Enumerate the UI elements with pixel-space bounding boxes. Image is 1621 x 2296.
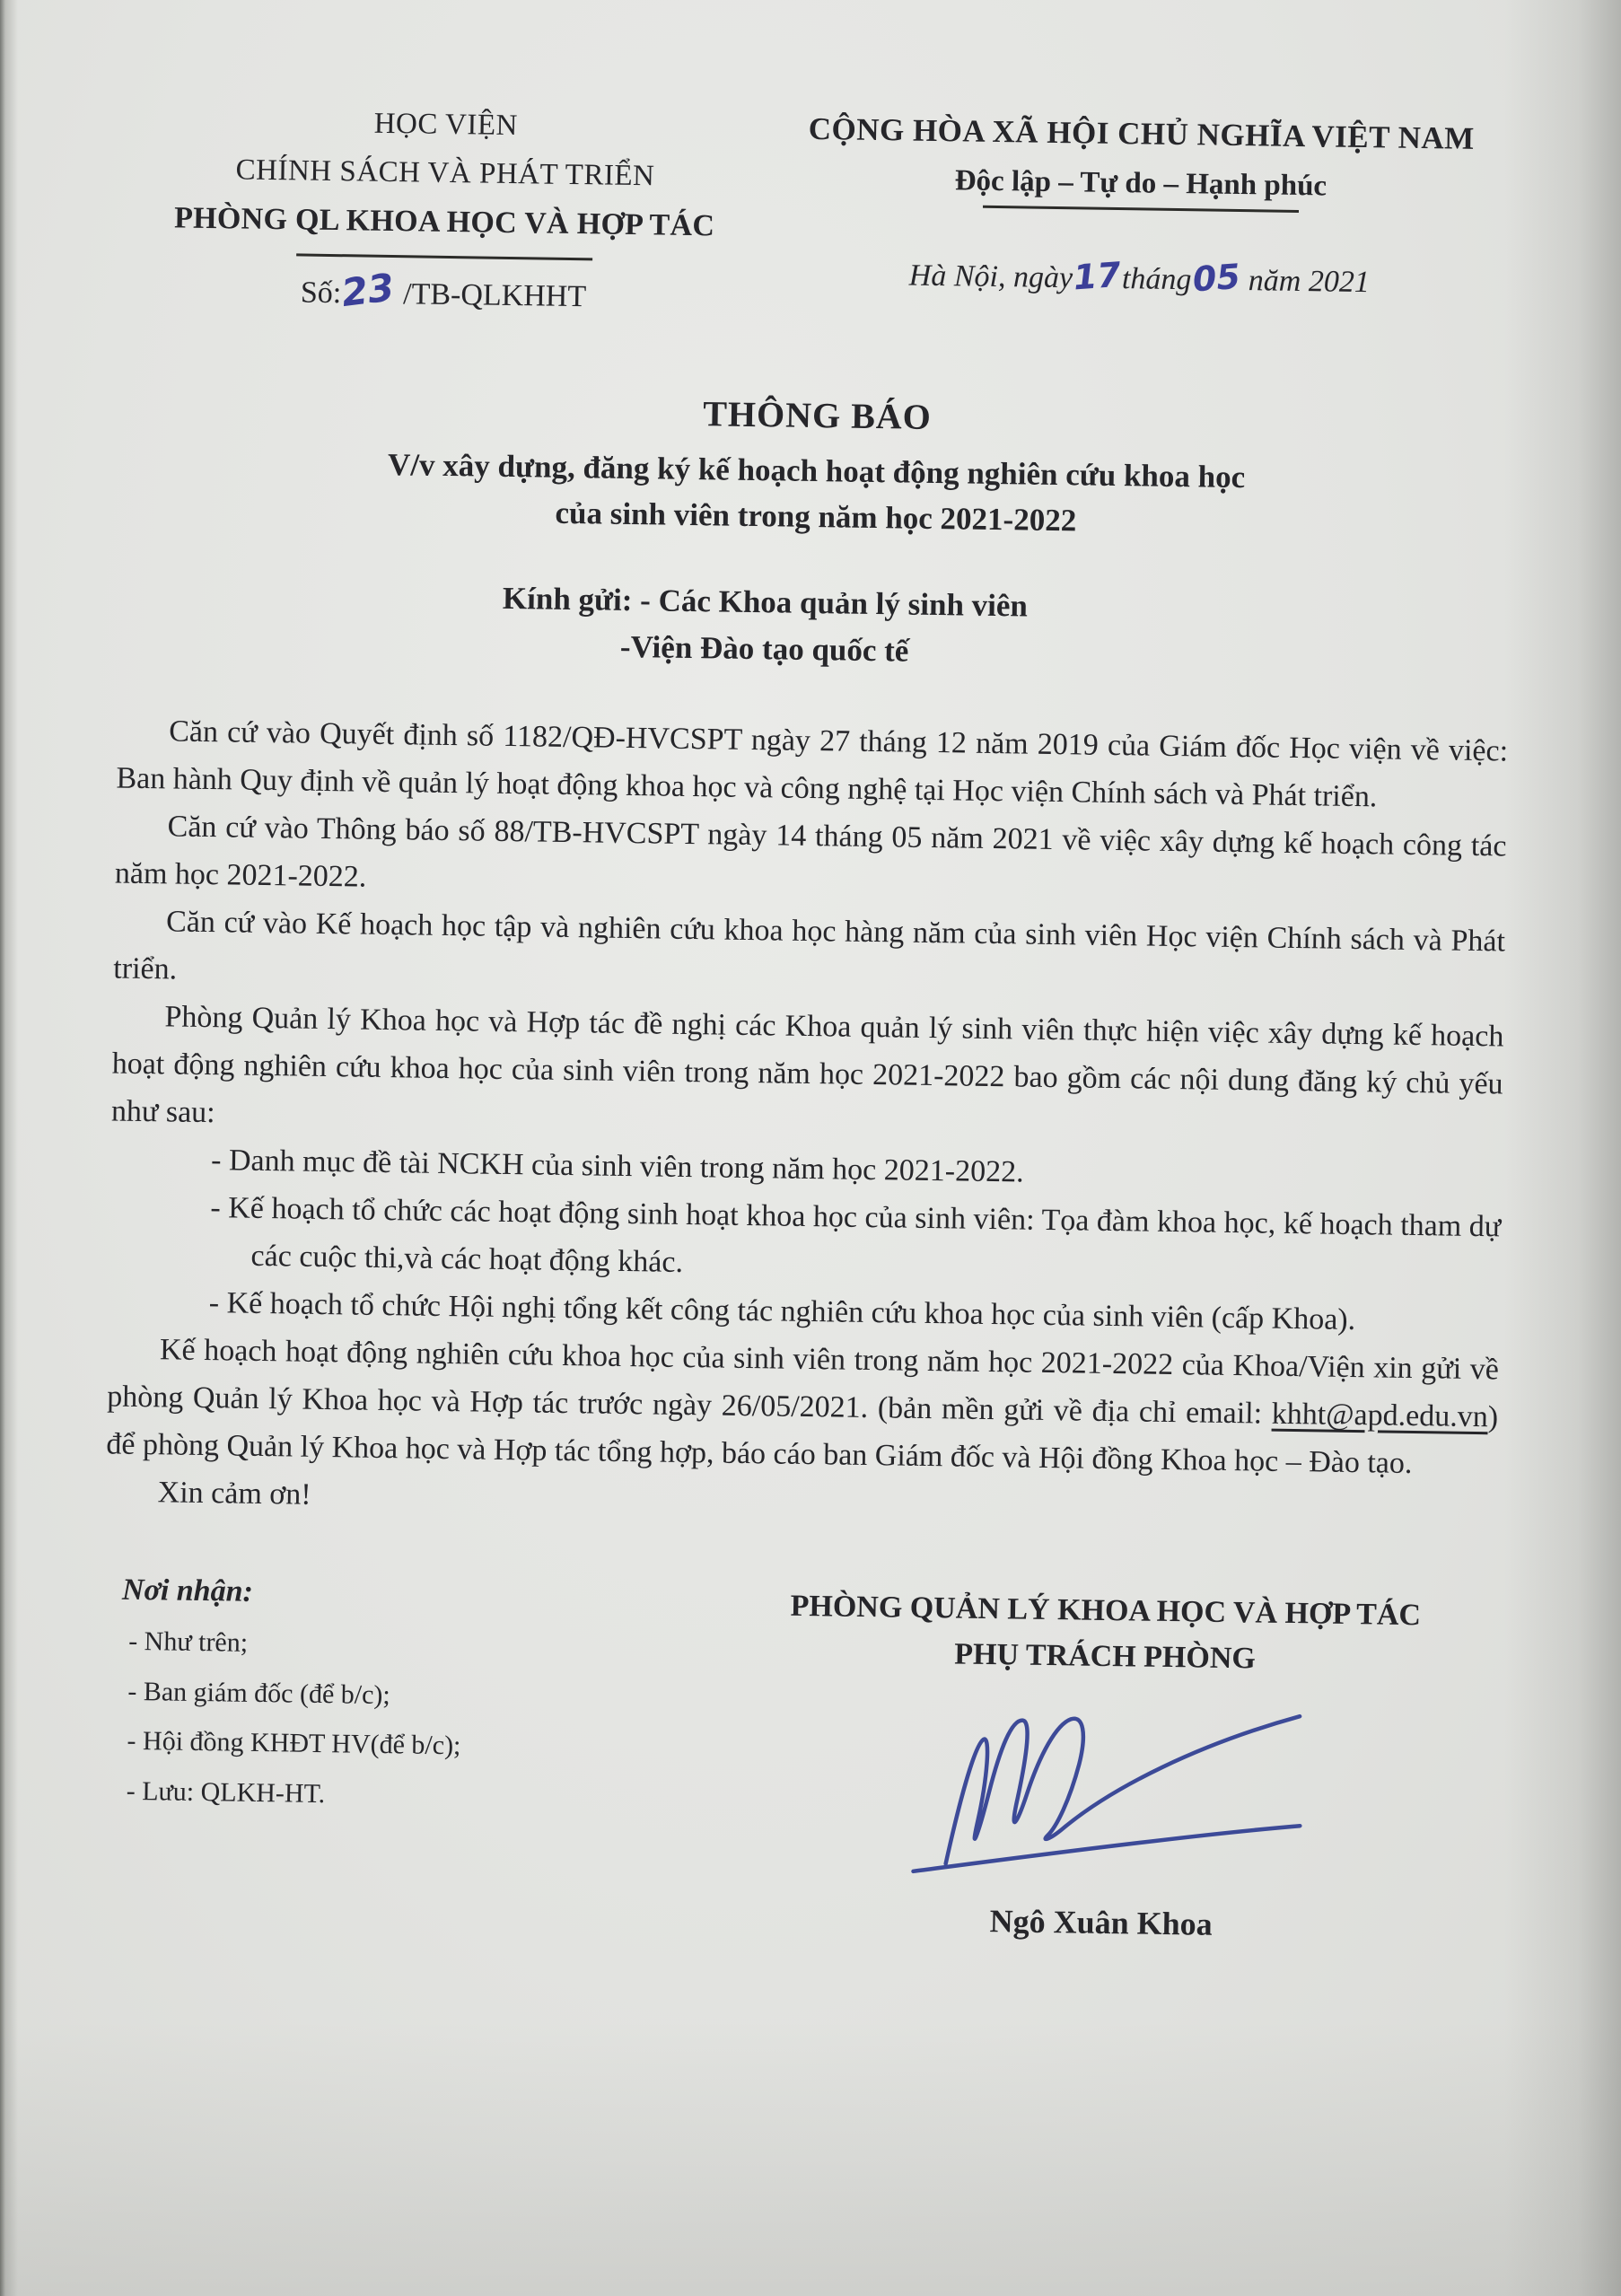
signer-name: Ngô Xuân Khoa	[989, 1903, 1213, 1943]
recipients-block	[118, 569, 1510, 684]
noinhan-item: - Ban giám đốc (để b/c);	[127, 1676, 391, 1710]
signature-area	[712, 1688, 1494, 1908]
handwritten-day: 17	[1072, 254, 1123, 298]
paragraph-basis-2: Căn cứ vào Thông báo số 88/TB-HVCSPT ngày 14 tháng 05 năm 2021 về việc xây dựng kế hoạch công tác năm học 2021-2022.	[114, 810, 1507, 894]
org-parent-name-2: CHÍNH SÁCH VÀ PHÁT TRIỂN	[235, 153, 655, 193]
closing-text-before: Kế hoạch hoạt động nghiên cứu khoa học của sinh viên trong năm học 2021-2022 của Khoa/Viện xin gửi về phòng Quản lý Khoa học và Hợp tác trước ngày 26/05/2021. (bản mền gửi về địa chỉ email:	[106, 1333, 1500, 1431]
document-title: THÔNG BÁO	[702, 393, 933, 438]
paragraph-closing	[106, 1326, 1499, 1489]
list-item: - Danh mục đề tài NCKH của sinh viên trong năm học 2021-2022.	[210, 1144, 1024, 1189]
signature-icon	[886, 1691, 1319, 1899]
list-item: - Kế hoạch tổ chức Hội nghị tổng kết công tác nghiên cứu khoa học của sinh viên (cấp Khoa).	[208, 1286, 1356, 1337]
national-title: CỘNG HÒA XÃ HỘI CHỦ NGHĨA VIỆT NAM	[808, 110, 1476, 156]
noinhan-label: Nơi nhận:	[121, 1573, 254, 1609]
document-number-suffix: /TB-QLKHHT	[395, 277, 587, 314]
document-header	[123, 96, 1517, 329]
document-subject-line1: V/v xây dựng, đăng ký kế hoạch hoạt động nghiên cứu khoa học	[387, 447, 1246, 495]
signature-block	[711, 1582, 1495, 1948]
paragraph-basis-3: Căn cứ vào Kế hoạch học tập và nghiên cứu khoa học hàng năm của sinh viên Học viện Chính sách và Phát triển.	[113, 905, 1506, 986]
signing-dept-line1: PHÒNG QUẢN LÝ KHOA HỌC VÀ HỢP TÁC	[790, 1590, 1422, 1633]
document-title-block	[120, 384, 1513, 550]
date-thang: tháng	[1121, 261, 1192, 296]
noinhan-block	[99, 1573, 716, 1936]
noinhan-item: - Lưu: QLKH-HT.	[126, 1775, 326, 1809]
department-name: PHÒNG QL KHOA HỌC VÀ HỢP TÁC	[173, 201, 715, 243]
document-body	[105, 706, 1508, 1536]
list-item: - Kế hoạch tổ chức các hoạt động sinh hoạt khoa học của sinh viên: Tọa đàm khoa học, kế hoạch tham dự các cuộc thi,và các hoạt động khác.	[210, 1191, 1502, 1280]
document-subject-line2: của sinh viên trong năm học 2021-2022	[555, 495, 1077, 539]
recipients-line1: Kính gửi: - Các Khoa quản lý sinh viên	[502, 580, 1029, 624]
national-header-block	[763, 105, 1517, 329]
paragraph-basis-1: Căn cứ vào Quyết định số 1182/QĐ-HVCSPT ngày 27 tháng 12 năm 2019 của Giám đốc Học viện về việc: Ban hành Quy định về quản lý hoạt động khoa học và công nghệ tại Học viện Chính sách và Phát triển.	[116, 714, 1509, 814]
registration-items-list	[108, 1135, 1502, 1346]
issuing-org-block	[123, 96, 766, 319]
handwritten-month: 05	[1190, 256, 1241, 299]
recipients-line2: -Viện Đào tạo quốc tế	[619, 629, 909, 669]
header-left-divider	[296, 254, 592, 261]
document-footer	[99, 1573, 1495, 1948]
document-number	[123, 265, 764, 319]
date-prefix: Hà Nội, ngày	[908, 259, 1073, 294]
header-right-divider	[983, 205, 1299, 212]
noinhan-item: - Như trên;	[127, 1626, 249, 1659]
handwritten-number: 23	[338, 265, 397, 316]
document-number-prefix: Số:	[300, 276, 342, 311]
org-parent-name: HỌC VIỆN	[373, 107, 519, 143]
noinhan-item: - Hội đồng KHĐT HV(để b/c);	[127, 1726, 461, 1761]
paragraph-request: Phòng Quản lý Khoa học và Hợp tác đề nghị các Khoa quản lý sinh viên thực hiện việc xây dựng kế hoạch hoạt động nghiên cứu khoa học của sinh viên trong năm học 2021-2022 bao gồm các nội dung đăng ký chủ yếu như sau:	[110, 1000, 1504, 1130]
place-date-line	[764, 251, 1516, 302]
national-motto: Độc lập – Tự do – Hạnh phúc	[954, 163, 1327, 202]
signing-dept-line2: PHỤ TRÁCH PHÒNG	[954, 1637, 1257, 1676]
closing-text-after: ) để phòng Quản lý Khoa học và Hợp tác tổng hợp, báo cáo ban Giám đốc và Hội đồng Khoa học – Đào tạo.	[106, 1400, 1499, 1481]
thanks-line: Xin cảm ơn!	[157, 1476, 311, 1512]
date-suffix: năm 2021	[1248, 263, 1371, 299]
email-address: khht@apd.edu.vn	[1271, 1397, 1489, 1434]
noinhan-list	[118, 1617, 715, 1825]
